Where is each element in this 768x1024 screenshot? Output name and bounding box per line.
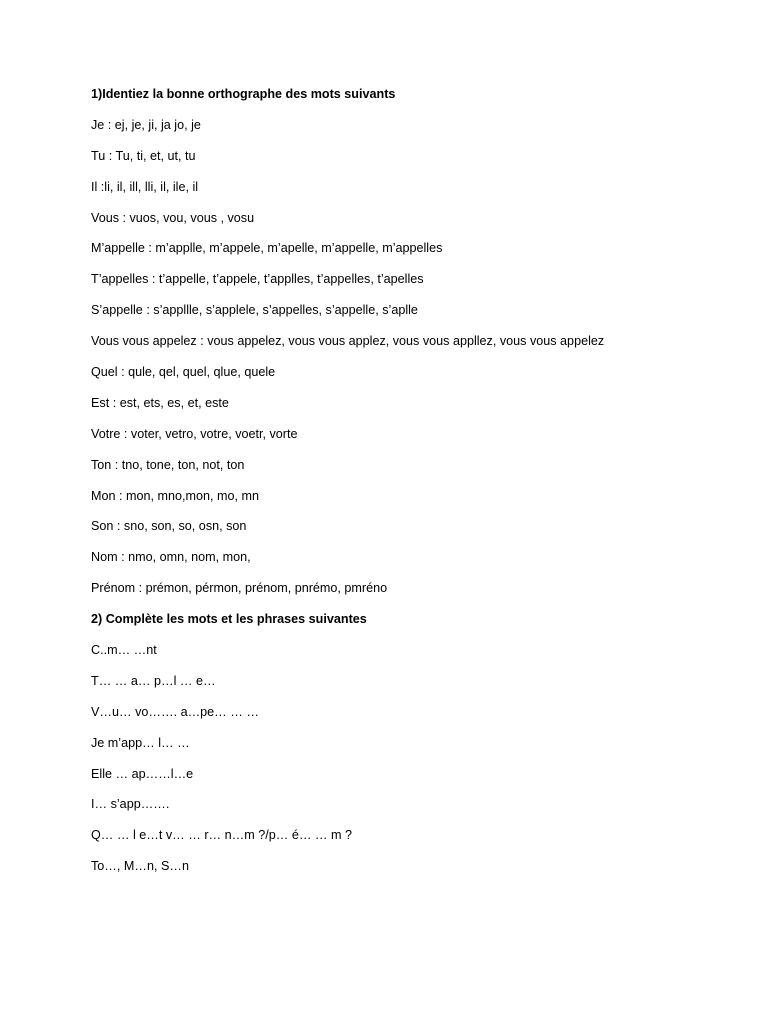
exercise-line-5: Elle … ap……l…e	[91, 766, 194, 781]
word-line-ton: Ton : tno, tone, ton, not, ton	[91, 457, 245, 472]
document-page	[91, 85, 751, 888]
word-line-nom: Nom : nmo, omn, nom, mon,	[91, 550, 251, 565]
section-1-heading: 1)Identiez la bonne orthographe des mots suivants	[91, 87, 396, 101]
word-line-sappelle: S’appelle : s’appllle, s’applele, s’appelles, s’appelle, s’aplle	[91, 303, 418, 318]
word-line-prenom: Prénom : prémon, pérmon, prénom, pnrémo, pmréno	[91, 581, 388, 596]
word-line-son: Son : sno, son, so, osn, son	[91, 519, 247, 534]
word-line-quel: Quel : qule, qel, quel, qlue, quele	[91, 365, 276, 380]
exercise-line-7: Q… … l e…t v… … r… n…m ?/p… é… … m ?	[91, 828, 353, 843]
word-line-est: Est : est, ets, es, et, este	[91, 395, 229, 410]
exercise-line-4: Je m’app… l… …	[91, 735, 190, 750]
word-line-vous-vous-appelez: Vous vous appelez : vous appelez, vous vous applez, vous vous appllez, vous vous appelez	[91, 334, 605, 349]
exercise-line-2: T… … a… p…l … e…	[91, 673, 216, 688]
exercise-line-3: V…u… vo……. a…pe… … …	[91, 704, 259, 719]
word-line-je: Je : ej, je, ji, ja jo, je	[91, 117, 201, 132]
section-2-heading: 2) Complète les mots et les phrases suivantes	[91, 612, 367, 627]
word-line-vous: Vous : vuos, vou, vous , vosu	[91, 210, 255, 225]
exercise-line-1: C..m… …nt	[91, 643, 157, 658]
word-line-tappelles: T’appelles : t’appelle, t’appele, t’applles, t’appelles, t’apelles	[91, 272, 424, 287]
word-line-il: Il :li, il, ill, lli, il, ile, il	[91, 179, 199, 194]
word-line-tu: Tu : Tu, ti, et, ut, tu	[91, 148, 196, 163]
word-line-mon: Mon : mon, mno,mon, mo, mn	[91, 488, 259, 503]
word-line-mappelle: M’appelle : m’applle, m’appele, m’apelle, m’appelle, m’appelles	[91, 241, 443, 256]
exercise-line-8: To…, M…n, S…n	[91, 859, 189, 874]
exercise-line-6: I… s’app…….	[91, 797, 170, 812]
word-line-votre: Votre : voter, vetro, votre, voetr, vorte	[91, 426, 298, 441]
